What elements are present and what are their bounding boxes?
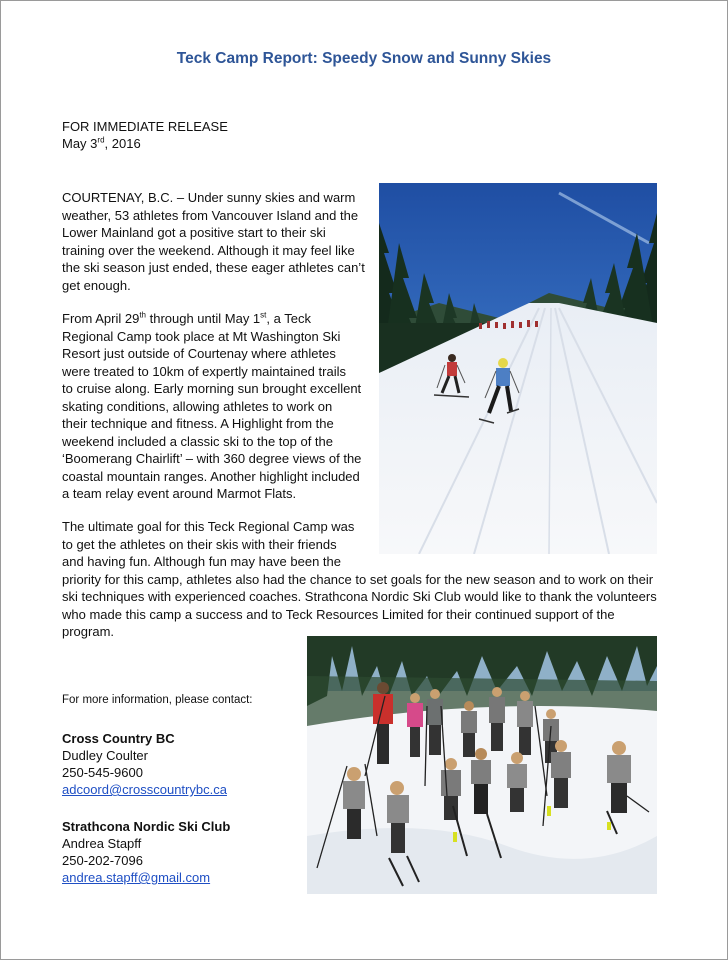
paragraph-goal-line: The ultimate goal for this Teck Regional Camp was [62,519,355,534]
contact-org1-email-link[interactable]: adcoord@crosscountrybc.ca [62,782,227,797]
paragraph-goal-line: and having fun. Although fun may have been the [62,554,341,569]
paragraph-intro-line: Lower Mainland got a positive start to their ski [62,225,326,240]
contact-org1-name: Cross Country BC [62,731,175,746]
paragraph-camp-line: coastal mountain ranges. Another highlight included [62,468,360,484]
paragraph-intro-line: get enough. [62,277,131,293]
paragraph-intro-line: training over the weekend. Although it may feel like [62,242,355,258]
paragraph-intro-line: the ski season just ended, these eager athletes can’t [62,260,365,275]
paragraph-goal-line: to get the athletes on their skis with their friends [62,536,337,552]
paragraph-camp-line: ‘Boomerang Chairlift’ – with 360 degree views of the [62,451,362,466]
paragraph-intro-line: COURTENAY, B.C. – Under sunny skies and warm [62,190,356,205]
contact-org2-phone: 250-202-7096 [62,853,143,868]
paragraph-camp-line1: From April 29th through until May 1st, a Teck [62,310,311,326]
photo-skiers-trail [379,183,657,554]
photo-athletes-group [307,636,657,894]
paragraph-camp-line: Resort just outside of Courtenay where athletes [62,346,336,361]
paragraph-camp-line: weekend included a classic ski to the top of the [62,433,333,449]
paragraph-goal-line: who made this camp a success and to Teck Resources Limited for their continued support of the [62,606,615,622]
paragraph-camp-line: Regional Camp took place at Mt Washington Ski [62,328,341,344]
contact-intro: For more information, please contact: [62,694,253,706]
paragraph-camp-line: a team relay event around Marmot Flats. [62,486,297,501]
paragraph-camp-line: to cruise along. Early morning sun brought excellent [62,381,362,396]
paragraph-camp-line: were treated to 10km of expertly maintained trails [62,363,346,379]
paragraph-intro-line: weather, 53 athletes from Vancouver Island and the [62,207,359,223]
paragraph-goal-line: program. [62,624,115,639]
paragraph-camp-line: their technique and fitness. A Highlight from the [62,416,334,431]
paragraph-goal-line: ski techniques with experienced coaches. Strathcona Nordic Ski Club would like to thank the volunteers [62,589,657,604]
release-date: May 3rd, 2016 [62,135,141,151]
page-title: Teck Camp Report: Speedy Snow and Sunny Skies [176,50,552,67]
contact-org1-phone: 250-545-9600 [62,765,143,780]
contact-org2-email-link[interactable]: andrea.stapff@gmail.com [62,870,211,885]
paragraph-camp-line: skating conditions, allowing athletes to work on [62,398,333,414]
contact-org2-person: Andrea Stapff [62,836,142,851]
paragraph-goal-line: priority for this camp, athletes also had the chance to set goals for the new season and to work on their [62,571,654,587]
contact-org2-name: Strathcona Nordic Ski Club [62,819,231,834]
release-label: FOR IMMEDIATE RELEASE [62,119,228,134]
contact-org1-person: Dudley Coulter [62,748,148,763]
